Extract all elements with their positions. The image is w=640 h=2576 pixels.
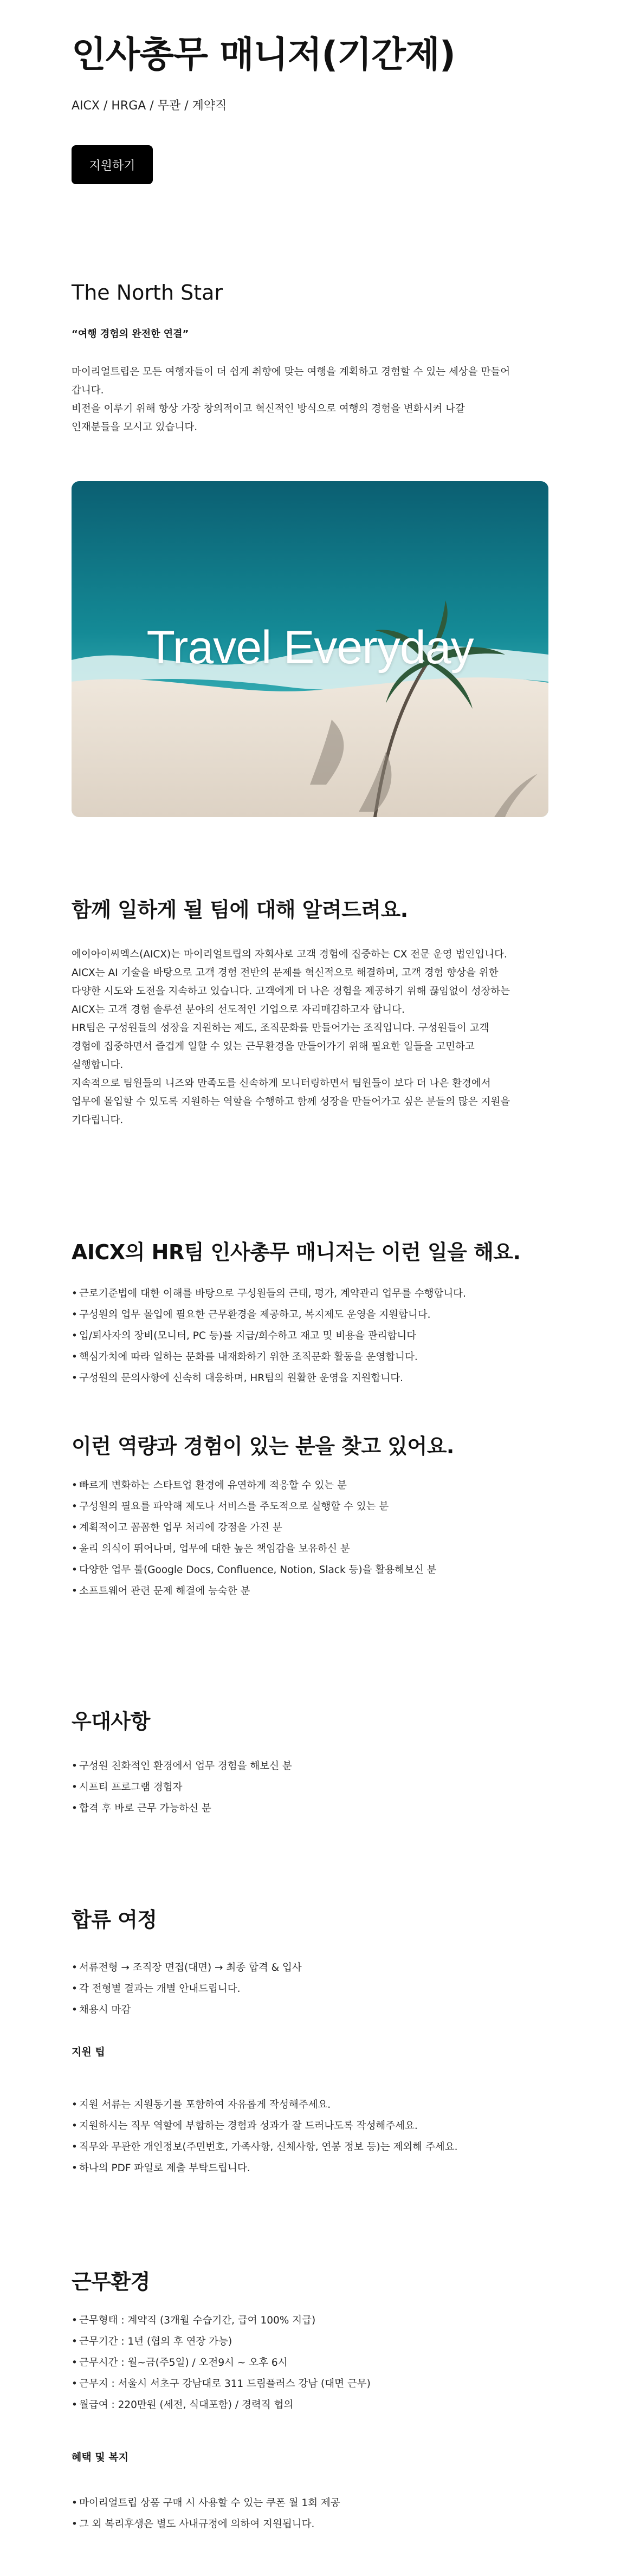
list-item: • 윤리 의식이 뛰어나며, 업무에 대한 높은 책임감을 보유하신 분 — [72, 1538, 548, 1559]
paragraph-line: 인재분들을 모시고 있습니다. — [72, 422, 198, 433]
list-item: • 직무와 무관한 개인정보(주민번호, 가족사항, 신체사항, 연봉 정보 등)는 제외해 주세요. — [72, 2137, 548, 2158]
duties-list — [72, 1283, 548, 1389]
team-description — [72, 946, 548, 1130]
paragraph-line: 에이아이씨엑스(AICX)는 마이리얼트립의 자회사로 고객 경험에 집중하는 CX 전문 운영 법인입니다. — [72, 949, 507, 960]
conditions-section-title: 근무환경 — [72, 2270, 150, 2294]
list-item: • 서류전형 → 조직장 면접(대면) → 최종 합격 & 입사 — [72, 1957, 548, 1978]
hero-image — [72, 481, 548, 817]
north-star-description — [72, 363, 548, 437]
paragraph-line: 경험에 집중하면서 즐겁게 일할 수 있는 근무환경을 만들어가기 위해 필요한 일들을 고민하고 — [72, 1041, 475, 1052]
paragraph-line: 마이리얼트립은 모든 여행자들이 더 쉽게 취향에 맞는 여행을 계획하고 경험할 수 있는 세상을 만들어 — [72, 366, 510, 378]
paragraph-line: 업무에 몰입할 수 있도록 지원하는 역할을 수행하고 함께 성장을 만들어가고 싶은 분들의 많은 지원을 — [72, 1096, 510, 1108]
list-item: • 근무지 : 서울시 서초구 강남대로 311 드림플러스 강남 (대면 근무) — [72, 2373, 548, 2394]
paragraph-line: 갑니다. — [72, 385, 104, 396]
tips-subtitle: 지원 팁 — [72, 2046, 105, 2058]
list-item: • 구성원의 업무 몰입에 필요한 근무환경을 제공하고, 복지제도 운영을 지원합니다. — [72, 1304, 548, 1325]
apply-button[interactable]: 지원하기 — [72, 145, 153, 184]
qualifications-list — [72, 1475, 548, 1602]
paragraph-line: AICX는 고객 경험 솔루션 분야의 선도적인 기업으로 자리매김하고자 합니다. — [72, 1004, 405, 1015]
list-item: • 구성원 친화적인 환경에서 업무 경험을 해보신 분 — [72, 1756, 548, 1777]
list-item: • 하나의 PDF 파일로 제출 부탁드립니다. — [72, 2158, 548, 2179]
paragraph-line: 지속적으로 팀원들의 니즈와 만족도를 신속하게 모니터링하면서 팀원들이 보다 더 나은 환경에서 — [72, 1078, 491, 1089]
hero-headline: Travel Everyday — [146, 622, 474, 674]
process-list — [72, 1957, 548, 2021]
benefits-subtitle: 혜택 및 복지 — [72, 2451, 128, 2463]
paragraph-line: 다양한 시도와 도전을 지속하고 있습니다. 고객에게 더 나은 경험을 제공하기 위해 끊임없이 성장하는 — [72, 986, 510, 997]
north-star-title: The North Star — [72, 281, 223, 305]
list-item: • 구성원의 필요를 파악해 제도나 서비스를 주도적으로 실행할 수 있는 분 — [72, 1496, 548, 1517]
list-item: • 소프트웨어 관련 문제 해결에 능숙한 분 — [72, 1581, 548, 1602]
paragraph-line: AICX는 AI 기술을 바탕으로 고객 경험 전반의 문제를 혁신적으로 해결하며, 고객 경험 향상을 위한 — [72, 967, 499, 979]
list-item: • 합격 후 바로 근무 가능하신 분 — [72, 1798, 548, 1819]
benefits-list — [72, 2493, 548, 2535]
tips-list — [72, 2094, 548, 2179]
list-item: • 빠르게 변화하는 스타트업 환경에 유연하게 적응할 수 있는 분 — [72, 1475, 548, 1496]
qualifications-section-title: 이런 역량과 경험이 있는 분을 찾고 있어요. — [72, 1434, 454, 1458]
list-item: • 시프티 프로그램 경험자 — [72, 1777, 548, 1798]
list-item: • 다양한 업무 툴(Google Docs, Confluence, Notion, Slack 등)을 활용해보신 분 — [72, 1559, 548, 1581]
list-item: • 근무기간 : 1년 (협의 후 연장 가능) — [72, 2331, 548, 2352]
list-item: • 핵심가치에 따라 일하는 문화를 내재화하기 위한 조직문화 활동을 운영합니다. — [72, 1347, 548, 1368]
preferred-list — [72, 1756, 548, 1819]
job-meta: AICX / HRGA / 무관 / 계약직 — [72, 99, 227, 113]
list-item: • 입/퇴사자의 장비(모니터, PC 등)를 지급/회수하고 재고 및 비용을 관리합니다 — [72, 1325, 548, 1347]
process-section-title: 합류 여정 — [72, 1908, 157, 1932]
list-item: • 채용시 마감 — [72, 1999, 548, 2021]
list-item: • 근무시간 : 월~금(주5일) / 오전9시 ~ 오후 6시 — [72, 2352, 548, 2373]
paragraph-line: 실행합니다. — [72, 1059, 124, 1071]
team-section-title: 함께 일하게 될 팀에 대해 알려드려요. — [72, 898, 408, 922]
list-item: • 각 전형별 결과는 개별 안내드립니다. — [72, 1978, 548, 1999]
list-item: • 마이리얼트립 상품 구매 시 사용할 수 있는 쿠폰 월 1회 제공 — [72, 2493, 548, 2514]
sand-beach — [72, 677, 548, 817]
paragraph-line: 기다립니다. — [72, 1115, 124, 1126]
list-item: • 월급여 : 220만원 (세전, 식대포함) / 경력직 협의 — [72, 2394, 548, 2416]
list-item: • 근무형태 : 계약직 (3개월 수습기간, 급여 100% 지급) — [72, 2310, 548, 2331]
paragraph-line: HR팀은 구성원들의 성장을 지원하는 제도, 조직문화를 만들어가는 조직입니다. 구성원들이 고객 — [72, 1022, 489, 1034]
list-item: • 근로기준법에 대한 이해를 바탕으로 구성원들의 근태, 평가, 계약관리 업무를 수행합니다. — [72, 1283, 548, 1304]
list-item: • 지원 서류는 지원동기를 포함하여 자유롭게 작성해주세요. — [72, 2094, 548, 2115]
page-title: 인사총무 매니저(기간제) — [72, 34, 455, 75]
conditions-list — [72, 2310, 548, 2416]
north-star-tagline: “여행 경험의 완전한 연결” — [72, 328, 189, 340]
paragraph-line: 비전을 이루기 위해 항상 가장 창의적이고 혁신적인 방식으로 여행의 경험을 변화시켜 나갈 — [72, 403, 465, 415]
preferred-section-title: 우대사항 — [72, 1710, 150, 1733]
duties-section-title: AICX의 HR팀 인사총무 매니저는 이런 일을 해요. — [72, 1240, 521, 1264]
list-item: • 구성원의 문의사항에 신속히 대응하며, HR팀의 원활한 운영을 지원합니다. — [72, 1368, 548, 1389]
list-item: • 그 외 복리후생은 별도 사내규정에 의하여 지원됩니다. — [72, 2514, 548, 2535]
list-item: • 계획적이고 꼼꼼한 업무 처리에 강점을 가진 분 — [72, 1517, 548, 1538]
list-item: • 지원하시는 직무 역할에 부합하는 경험과 성과가 잘 드러나도록 작성해주세요. — [72, 2115, 548, 2137]
